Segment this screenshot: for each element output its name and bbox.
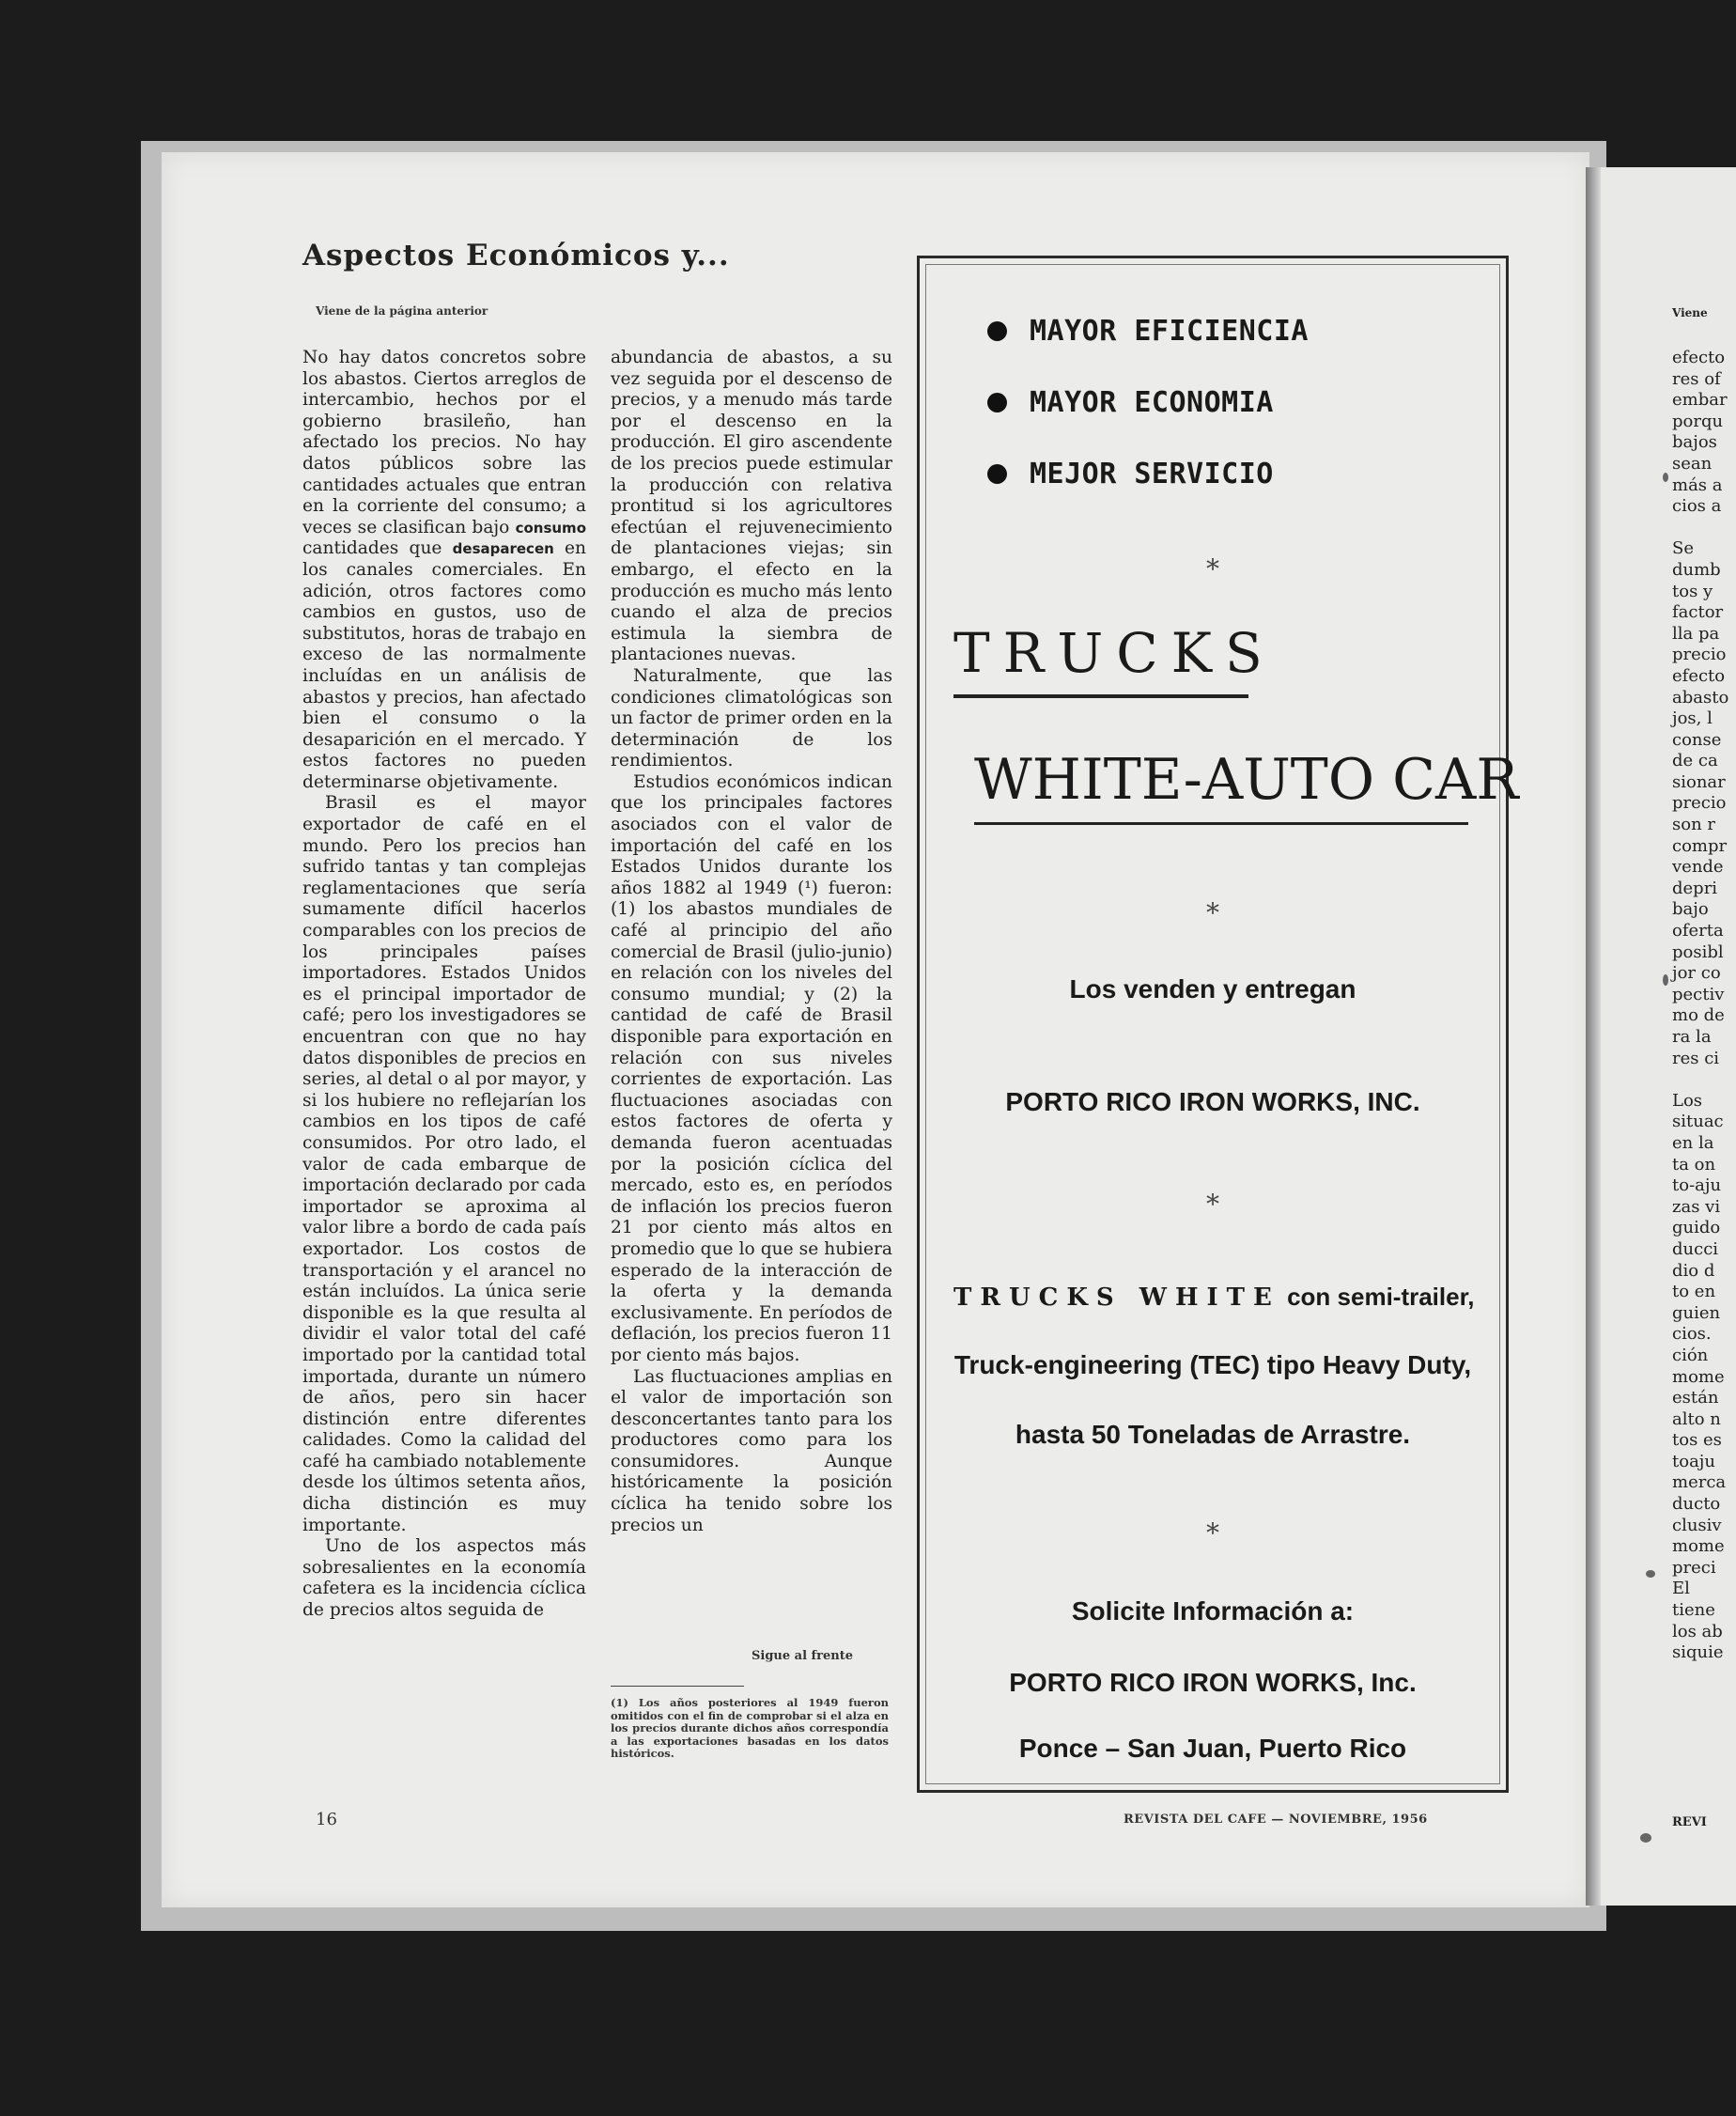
right-page-line: guien [1672,1302,1721,1323]
right-page-column [1672,348,1728,1664]
right-page-line: tos es [1672,1430,1722,1451]
right-page-line: to-aju [1672,1175,1722,1196]
right-page-line: sionar [1672,771,1726,792]
right-page-line: sean [1672,453,1713,474]
paragraph [611,348,892,666]
ad-location: Ponce – San Juan, Puerto Rico [1018,1734,1407,1763]
right-page-header: Viene [1672,306,1708,319]
right-page-line: siquie [1672,1642,1724,1663]
ad-bullet-1 [987,315,1309,348]
right-page-line: bajo [1672,899,1709,920]
right-page-line: vende [1672,857,1724,878]
right-page-line: zas vi [1672,1196,1721,1217]
bullet-dot-icon [987,393,1007,412]
paragraph-text: cantidades que [302,538,453,559]
paragraph [611,666,892,772]
ad-bullet-2 [987,386,1274,419]
right-page-line: compr [1672,835,1728,856]
right-page-line: embar [1672,390,1728,411]
paragraph [611,1367,892,1537]
article-title: Aspectos Económicos y... [302,239,730,272]
right-page-line: factor [1672,602,1724,623]
footnote-rule [611,1686,744,1687]
right-page-line: efecto [1672,665,1726,686]
right-page-line: depri [1672,878,1718,898]
ad-trucks-rule [953,694,1248,698]
scan-speck [1646,1570,1655,1578]
right-page-line: tos y [1672,581,1713,601]
right-page-line: dumb [1672,559,1721,580]
right-page-line: de ca [1672,751,1718,771]
asterisk-ornament: * [1206,897,1219,928]
right-page-line: guido [1672,1218,1721,1238]
paragraph [302,348,586,793]
scan-speck [1640,1833,1651,1843]
ad-request-info: Solicite Información a: [1071,1596,1355,1626]
advertisement-inner-border [925,264,1519,1784]
paragraph [302,793,586,1536]
paragraph-text: Estudios económicos indican que los principales factores asociados con el valor de importación del café en los Estados Unidos durante los años 1882 al 1949 (¹) fueron: (1) los abastos mundiales de café al principio del año comercial de Brasil (julio-junio) en relación con los niveles del consumo mundial; y (2) la cantidad de café de Brasil disponible para exportación en relación con sus niveles corrientes de exportación. Las fluctuaciones asociadas con estos factores de oferta y demanda fueron acentuadas por la posición cíclica del mercado, esto es, en períodos de inflación los precios fueron 21 por ciento más altos en promedio que lo que se hubiera esperado de la interacción de la oferta y la demanda exclusivamente. En períodos de deflación, los precios fueron 11 por ciento más bajos. [611,771,892,1365]
right-page-line: El [1672,1579,1690,1599]
right-page-line: ción [1672,1345,1709,1365]
continued-label: Sigue al frente [752,1649,853,1663]
right-page-line: efecto [1672,348,1726,367]
right-page-line: ta on [1672,1154,1716,1175]
right-page-line [1672,1069,1728,1091]
right-page-line: res of [1672,368,1721,389]
right-page-line: tiene [1672,1600,1715,1621]
right-page-line: son r [1672,815,1715,835]
right-page-line: abasto [1672,687,1729,708]
paragraph [302,1536,586,1621]
right-page-line: oferta [1672,921,1724,941]
right-page-line: conse [1672,729,1722,750]
right-page-line: alto n [1672,1408,1721,1429]
right-page-line: jos, l [1672,708,1713,729]
right-page-line [1672,518,1728,539]
right-page-line: mome [1672,1366,1725,1387]
right-page-line: to en [1672,1282,1716,1302]
ad-trucks-white: TRUCKS WHITE [953,1284,1280,1312]
page-number: 16 [316,1810,337,1829]
ad-bullet-3 [987,458,1274,490]
advertisement [917,256,1519,1793]
right-page-line: posibl [1672,941,1724,962]
scan-speck [1663,473,1668,482]
book-gutter [1586,167,1601,1906]
paragraph-text: en los canales comerciales. En adición, otros factores como cambios en gustos, uso de substitutos, horas de trabajo en exceso de las normalmente incluídas en un análisis de abastos y precios, han afectado bien el consumo o la desaparición en el mercado. Y estos factores no pueden determinarse objetivamente. [302,538,586,792]
footnote: (1) Los años posteriores al 1949 fueron omitidos con el fin de comprobar si el alza en los precios durante dichos años correspondía a las exportaciones basadas en los datos históricos. [611,1696,889,1760]
right-page-line: cios. [1672,1324,1712,1345]
ad-bullet-label: MAYOR ECONOMIA [1030,386,1274,419]
magazine-footer: REVISTA DEL CAFE — NOVIEMBRE, 1956 [1124,1813,1428,1827]
paragraph-text: No hay datos concretos sobre los abastos. Ciertos arreglos de intercambio, hechos por el gobierno brasileño, han afectado los precios. No hay datos públicos sobre las cantidades actuales que entran en la corriente del consumo; a veces se clasifican bajo [302,348,586,537]
right-page-line: Se [1672,538,1694,559]
article-column-2 [611,348,892,1536]
ad-trucks-heading: TRUCKS [953,621,1276,685]
ad-brand: WHITE-AUTO CAR [974,747,1519,813]
ad-brand-rule [974,822,1468,825]
right-page-line: ra la [1672,1027,1712,1047]
ad-bullet-label: MAYOR EFICIENCIA [1030,315,1309,348]
asterisk-ornament: * [1206,1517,1219,1548]
right-page-line: mo de [1672,1005,1725,1026]
paragraph-text: Brasil es el mayor exportador de café en el mundo. Pero los precios han sufrido tantas y tan complejas reglamentaciones que sería sumamente difícil hacerlos comparables con los precios de los principales países importadores. Estados Unidos es el principal importador de café; pero los investigadores se encuentran con que no hay datos disponibles de precios en series, al detal o al por mayor, y si los hubiere no reflejarían los cambios en los tipos de café consumidos. Por otro lado, el valor de cada embarque de importación declarado por cada importador se aproxima al valor libre a bordo de cada país exportador. Los costos de transportación y el arancel no están incluídos. La única serie disponible es la que resulta al dividir el valor total del café importado por la cantidad total importada, durante un número de años, pero sin hacer distinción entre diferentes calidades. Como la calidad del café ha cambiado notablemente desde los últimos setenta años, dicha distinción es muy importante. [302,793,586,1535]
right-page-line: clusiv [1672,1515,1722,1535]
right-page-line: porqu [1672,411,1724,431]
paragraph-text: abundancia de abastos, a su vez seguida por el descenso de precios, y a menudo más tarde por el descenso en la producción. El giro ascendente de los precios puede estimular la producción con relativa prontitud si los agricultores efectúan el rejuvenecimiento de plantaciones viejas; sin embargo, el efecto en la producción es mucho más lento cuando el alza de precios estimula la siembra de plantaciones nuevas. [611,348,892,665]
bullet-dot-icon [987,464,1007,484]
right-page-line: ducto [1672,1494,1721,1515]
right-page-line: merca [1672,1472,1727,1493]
asterisk-ornament: * [1206,553,1219,584]
right-page-line: res ci [1672,1048,1720,1068]
right-page-line: los ab [1672,1621,1723,1641]
right-page-line: lla pa [1672,623,1720,644]
ad-sold-by: Los venden y entregan [1069,974,1356,1004]
right-page-line: preci [1672,1557,1716,1578]
ad-company: PORTO RICO IRON WORKS, INC. [1005,1087,1420,1116]
right-page-line: dio d [1672,1260,1715,1281]
right-page-line: jor co [1672,963,1721,984]
asterisk-ornament: * [1206,1189,1219,1220]
right-page-line: Los [1672,1090,1703,1111]
scan-speck [1663,974,1668,986]
right-page-line: están [1672,1388,1719,1408]
ad-capacity: hasta 50 Toneladas de Arrastre. [1015,1420,1411,1449]
bullet-dot-icon [987,321,1007,341]
right-page-line: precio [1672,645,1727,665]
ad-semi-trailer: con semi-trailer, [1287,1283,1475,1311]
right-page-line: precio [1672,793,1727,814]
right-page-line: ducci [1672,1238,1719,1259]
right-page-line: más a [1672,475,1723,495]
right-page-line: en la [1672,1132,1714,1153]
ad-company-2: PORTO RICO IRON WORKS, Inc. [1009,1668,1417,1697]
paragraph [611,772,892,1367]
right-page-line: cios a [1672,496,1722,517]
ad-trucks-white-line [953,1283,1475,1312]
from-previous-page: Viene de la página anterior [316,304,488,318]
paragraph-text: Las fluctuaciones amplias en el valor de importación son desconcertantes tanto para los productores como para los consumidores. Aunque históricamente la posición cíclica ha tenido sobre los precios un [611,1366,892,1535]
ad-engineering: Truck-engineering (TEC) tipo Heavy Duty, [953,1350,1472,1379]
right-page-line: toaju [1672,1451,1715,1471]
article-column-1 [302,348,586,1622]
right-page-line: mome [1672,1536,1725,1557]
emphasis-term: desaparecen [452,540,554,558]
paragraph-text: Naturalmente, que las condiciones climatológicas son un factor de primer orden en la determinación de los rendimientos. [611,665,892,771]
emphasis-term: consumo [515,519,586,537]
paragraph-text: Uno de los aspectos más sobresalientes en la economía cafetera es la incidencia cíclica de precios altos seguida de [302,1536,586,1621]
right-page-footer: REVI [1672,1815,1707,1829]
right-page-line: situac [1672,1112,1724,1132]
right-page-line: bajos [1672,432,1717,453]
right-page-line: pectiv [1672,984,1725,1004]
ad-bullet-label: MEJOR SERVICIO [1030,458,1274,490]
